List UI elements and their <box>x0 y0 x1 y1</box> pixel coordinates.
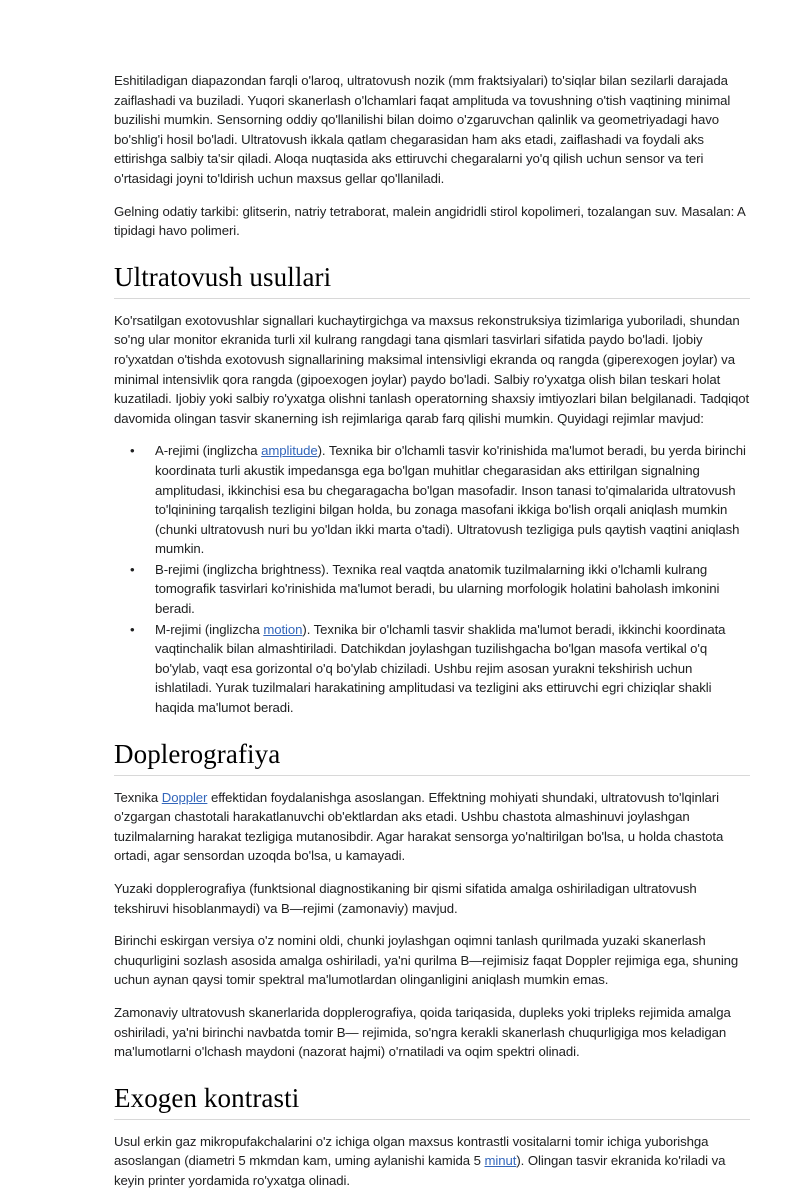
paragraph-text-prefix: Texnika <box>114 789 162 805</box>
section-intro-ultratovush-usullari: Ko'rsatilgan exotovushlar signallari kuchaytirgichga va maxsus rekonstruksiya tizimlariga yuboriladi, shundan so'ng ular monitor ekranida turli xil kulrang rangdagi tana qismlari tasvirlari sifatida paydo bo'ladi. Ijobiy ro'yxatdan o'tishda exotovush signallarining maksimal intensivligi ekranda oq rangda (giperexogen joylar) va minimal intensivlik qora rangda (gipoexogen joylar) paydo bo'ladi. Salbiy ro'yxatga olish bilan teskari holat kuzatiladi. Ijobiy yoki salbiy ro'yxatga olishni tanlash operatorning shaxsiy imtiyozlari bilan belgilanadi. Tadqiqot davomida olingan tasvir skanerning ish rejimlariga qarab farq qilishi mumkin. Quyidagi rejimlar mavjud: <box>114 312 750 426</box>
list-item <box>114 441 750 559</box>
article-content <box>114 71 750 1204</box>
bullet-marker: • <box>130 621 135 637</box>
doplerografiya-paragraph-4: Zamonaviy ultratovush skanerlarida dopplerografiya, qoida tariqasida, dupleks yoki tripleks rejimida amalga oshiriladi, ya'ni birinchi navbatda tomir B— rejimida, so'ngra kerakli skanerlash chuqurligiga mos keladigan ma'lumotlarni o'lchash maydoni (nazorat hajmi) o'rnatiladi va oqim spektri olinadi. <box>114 1004 731 1060</box>
doplerografiya-paragraph-3: Birinchi eskirgan versiya o'z nomini oldi, chunki joylashgan oqimni tanlash qurilmada yuzaki skanerlash chuqurligini sozlash asosida amalga oshiriladi, ya'ni qurilma B—rejimisiz faqat Doppler rejimiga ega, shuning uchun aynan qaysi tomir spektral ma'lumotlardan olinganligini aniqlash mumkin emas. <box>114 933 739 988</box>
exogen-kontrasti-paragraph <box>114 1132 750 1191</box>
list-item-text-prefix: M-rejimi (inglizcha <box>155 621 264 637</box>
link-amplitude[interactable]: amplitude <box>261 443 318 459</box>
doplerografiya-paragraph-1 <box>114 788 750 866</box>
bullet-marker: • <box>130 561 135 577</box>
list-item <box>114 620 750 718</box>
doplerografiya-paragraph-2: Yuzaki dopplerografiya (funktsional diagnostikaning bir qismi sifatida amalga oshiriladigan ultratovush tekshiruvi hisoblanmaydi) va B—rejimi (zamonaviy) mavjud. <box>114 881 697 916</box>
link-minut[interactable]: minut <box>484 1153 517 1169</box>
intro-paragraph-2: Gelning odatiy tarkibi: glitserin, natriy tetraborat, malein angidridli stirol kopolimeri, tozalangan suv. Masalan: A tipidagi havo polimeri. <box>114 203 746 239</box>
paragraph-text-prefix: Usul erkin gaz mikropufakchalarini o'z ichiga olgan maxsus kontrastli vositalarni tomir ichiga yuborishga asoslangan (diametri 5 mkmdan kam, uming aylanishi kamida 5 <box>114 1133 709 1169</box>
section-heading-doplerografiya: Doplerografiya <box>114 738 750 776</box>
section-heading-ultratovush-usullari: Ultratovush usullari <box>114 261 750 299</box>
intro-paragraph-1: Eshitiladigan diapazondan farqli o'laroq, ultratovush nozik (mm fraktsiyalari) to'siqlar bilan sezilarli darajada zaiflashadi va buziladi. Yuqori skanerlash o'lchamlari faqat amplituda va tovushning o'tish vaqtining minimal buzilishi mumkin. Sensorning oddiy qo'llanilishi bilan doimo o'zgaruvchan qalinlik va geometriyadagi havo bo'shlig'i hosil bo'ladi. Ultratovush ikkala qatlam chegarasidan ham aks etadi, zaiflashadi va foydali aks ettirishga salbiy ta'sir qiladi. Aloqa nuqtasida aks ettiruvchi chegaralarni yo'q qilish uchun sensor va teri o'rtasidagi joyni to'ldirish uchun maxsus gellar qo'llaniladi. <box>114 73 731 186</box>
section-heading-exogen-kontrasti: Exogen kontrasti <box>114 1082 750 1120</box>
list-item-text-suffix: ). Texnika bir o'lchamli tasvir ko'rinishida ma'lumot beradi, bu yerda birinchi koordinata turli akustik impedansga ega bo'lgan muhitlar chegarasidan aks ettirilgan signalning amplitudasi, ikkinchisi esa bu chegaragacha bo'lgan masofadir. Inson tanasi to'qimalarida ultratovush to'lqinining tarqalish tezligini bilgan holda, bu zonaga masofani ikkiga bo'lish orqali aniqlash mumkin (chunki ultratovush nuri bu yo'ldan ikki marta o'tadi). Ultratovush tezligiga puls qaytish vaqtini aniqlash mumkin. <box>155 443 746 557</box>
list-item <box>114 560 750 619</box>
link-motion[interactable]: motion <box>263 621 303 637</box>
paragraph-text-suffix: effektidan foydalanishga asoslangan. Effektning mohiyati shundaki, ultratovush to'lqinlari o'zgargan chastotali harakatlanuvchi ob'ektlardan aks etadi. Ushbu chastota almashinuvi joylashgan tuzilmalarning harakat tezligiga mutanosibdir. Agar harakat sensorga yo'naltirilgan bo'lsa, u holda chastota ortadi, agar sensordan uzoqda bo'lsa, u kamayadi. <box>114 789 724 864</box>
list-item-text-prefix: A-rejimi (inglizcha <box>155 443 262 459</box>
paragraph-text-suffix: ). Olingan tasvir ekranida ko'riladi va keyin printer yordamida ro'yxatga olinadi. <box>114 1153 726 1188</box>
list-item-text-suffix: ). Texnika bir o'lchamli tasvir shaklida ma'lumot beradi, ikkinchi koordinata vaqtinchalik bilan almashtiriladi. Datchikdan joylashgan tuzilishgacha bo'lgan masofa vertikal o'q bo'ylab, vaqt esa gorizontal o'q bo'ylab chiziladi. Ushbu rejim asosan yurakni tekshirish uchun ishlatiladi. Yurak tuzilmalari harakatining amplitudasi va tezligini aks ettiruvchi egri chiziqlar shakli haqida ma'lumot beradi. <box>155 621 726 716</box>
ultrasound-modes-list <box>114 441 750 717</box>
link-doppler[interactable]: Doppler <box>161 789 208 805</box>
list-item-text-prefix: B-rejimi (inglizcha brightness). Texnika real vaqtda anatomik tuzilmalarning ikki o'lchamli kulrang tomografik tasvirlari ko'rinishida ma'lumot beradi, bu ularning morfologik holatini baholash imkonini beradi. <box>155 561 720 617</box>
bullet-marker: • <box>130 443 135 459</box>
